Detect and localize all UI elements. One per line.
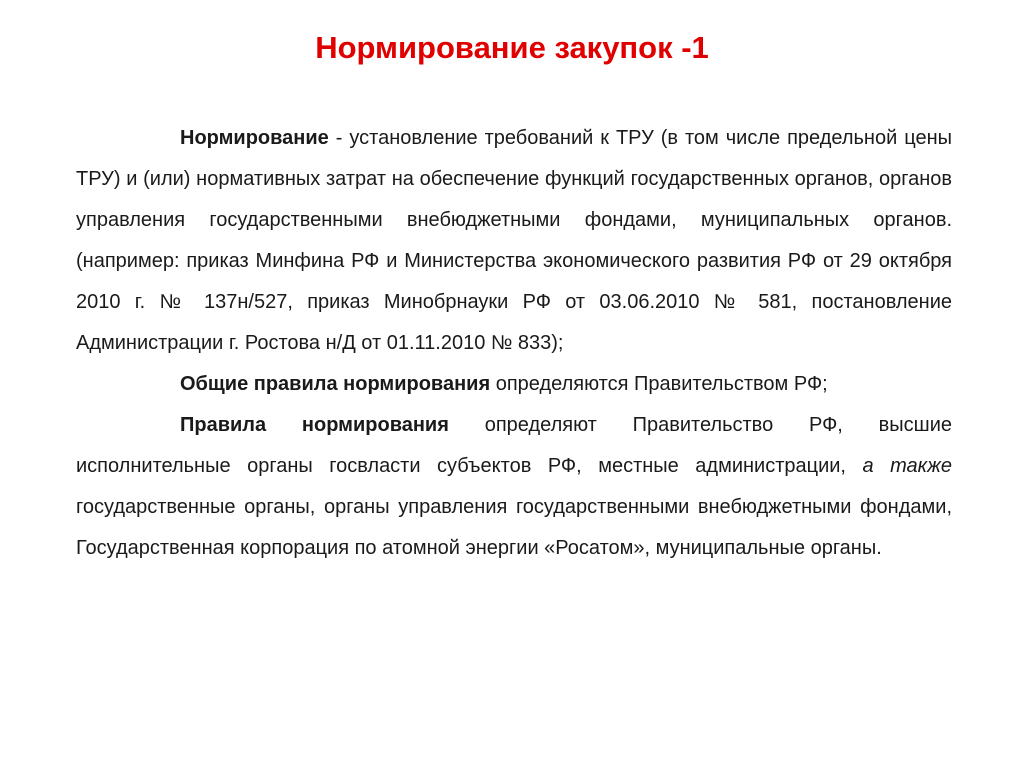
general-rules-paragraph [76,364,952,405]
term-normirovanie: Нормирование [180,127,329,149]
definition-paragraph [76,118,952,364]
term-general-rules: Общие правила нормирования [180,373,491,395]
rules-text-before: определяют Правительство РФ, высшие исполнительные органы госвласти субъектов РФ, местные администрации, [76,414,952,477]
term-rules: Правила нормирования [180,414,449,436]
definition-text: - установление требований к ТРУ (в том числе предельной цены ТРУ) и (или) нормативных затрат на обеспечение функций государственных органов, органов управления государственными внебюджетными фондами, муниципальных органов. (например: приказ Минфина РФ и Министерства экономического развития РФ от 29 октября 2010 г. № 137н/527, приказ Минобрнауки РФ от 03.06.2010 № 581, постановление Администрации г. Ростова н/Д от 01.11.2010 № 833); [76,127,952,354]
rules-italic-also: а также [862,455,952,477]
slide-body [76,118,952,569]
slide-title: Нормирование закупок -1 [315,30,709,65]
general-rules-text: определяются Правительством РФ; [490,373,828,395]
rules-text-after: государственные органы, органы управления государственными внебюджетными фондами, Государственная корпорация по атомной энергии «Росатом», муниципальные органы. [76,496,952,559]
rules-paragraph [76,405,952,569]
